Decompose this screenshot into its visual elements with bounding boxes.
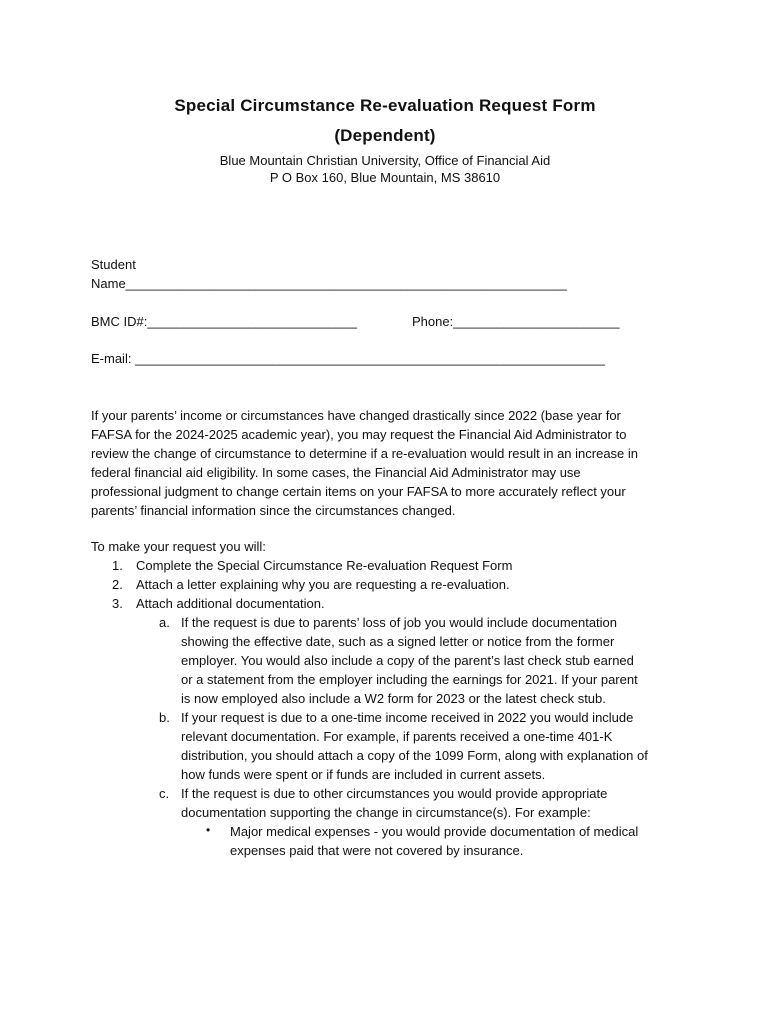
step-text: Attach additional documentation. [136, 596, 325, 611]
form-title: Special Circumstance Re-evaluation Request Form [174, 96, 596, 115]
step-text: Complete the Special Circumstance Re-evaluation Request Form [136, 558, 513, 573]
paragraph-line: parents’ financial information since the circumstances changed. [91, 503, 456, 518]
subitem-line: relevant documentation. For example, if parents received a one-time 401-K [181, 729, 613, 744]
subitem-line: If the request is due to other circumstances you would provide appropriate [181, 786, 608, 801]
bullet-line: expenses paid that were not covered by insurance. [230, 843, 524, 858]
student-name-label: Student [91, 257, 136, 272]
subitem-line: how funds were spent or if funds are included in current assets. [181, 767, 546, 782]
explanation-paragraph [91, 406, 691, 520]
instructions-intro: To make your request you will: [91, 539, 266, 554]
phone-field[interactable]: Phone:_______________________ [412, 314, 620, 329]
student-name-field[interactable]: Name_____________________________________________________________ [91, 276, 567, 291]
form-title-subtitle: (Dependent) [334, 126, 436, 145]
bullet-line: Major medical expenses - you would provide documentation of medical [230, 824, 639, 839]
step-number: 1. [112, 558, 123, 573]
subitem-letter: a. [159, 615, 170, 630]
bullet-icon: • [206, 823, 211, 837]
subitem-line: If your request is due to a one-time income received in 2022 you would include [181, 710, 634, 725]
bmc-id-field[interactable]: BMC ID#:_____________________________ [91, 314, 358, 329]
paragraph-line: If your parents’ income or circumstances have changed drastically since 2022 (base year for [91, 408, 621, 423]
subitem-letter: b. [159, 710, 170, 725]
institution-name: Blue Mountain Christian University, Office of Financial Aid [219, 153, 551, 168]
subitem-line: If the request is due to parents’ loss of job you would include documentation [181, 615, 618, 630]
subitem-line: showing the effective date, such as a signed letter or notice from the former [181, 634, 615, 649]
subitem-a-text [181, 613, 638, 708]
paragraph-line: FAFSA for the 2024-2025 academic year), you may request the Financial Aid Administrator to [91, 427, 627, 442]
subitem-line: or a statement from the employer including the earnings for 2021. If your parent [181, 672, 638, 687]
subitem-b-text [181, 708, 648, 784]
step-number: 3. [112, 596, 123, 611]
subitem-line: is now employed also include a W2 form for 2023 or the latest check stub. [181, 691, 606, 706]
paragraph-line: review the change of circumstance to determine if a re-evaluation would result in an increase in [91, 446, 639, 461]
subitem-line: documentation supporting the change in circumstance(s). For example: [181, 805, 591, 820]
paragraph-line: federal financial aid eligibility. In some cases, the Financial Aid Administrator may use [91, 465, 581, 480]
email-field[interactable]: E-mail: _________________________________________________________________ [91, 351, 606, 366]
subitem-line: distribution, you should attach a copy of the 1099 Form, along with explanation of [181, 748, 648, 763]
step-number: 2. [112, 577, 123, 592]
bullet-text [230, 822, 638, 860]
subitem-letter: c. [159, 786, 170, 801]
step-text: Attach a letter explaining why you are requesting a re-evaluation. [136, 577, 510, 592]
subitem-c-text [181, 784, 607, 822]
paragraph-line: professional judgment to change certain items on your FAFSA to more accurately reflect your [91, 484, 626, 499]
institution-address: P O Box 160, Blue Mountain, MS 38610 [269, 170, 501, 185]
subitem-line: employer. You would also include a copy of the parent’s last check stub earned [181, 653, 634, 668]
